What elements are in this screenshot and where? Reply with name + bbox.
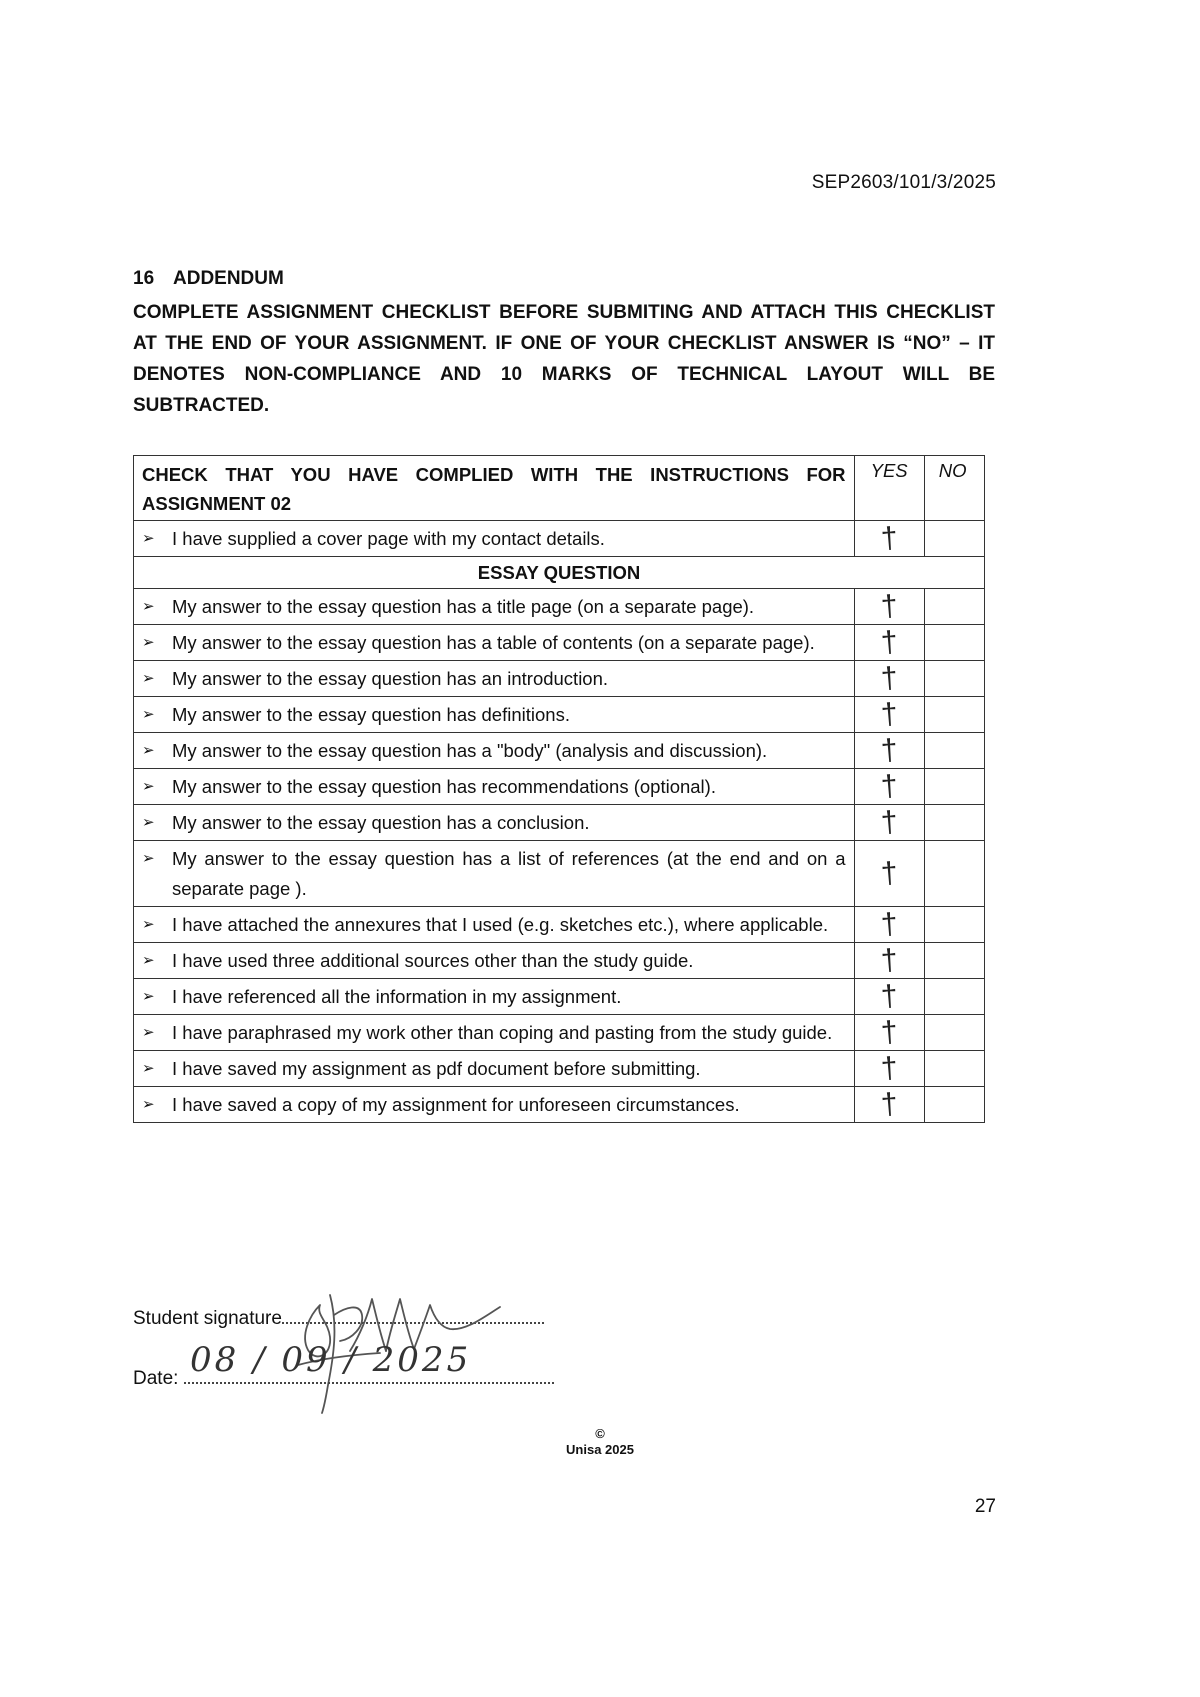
- checklist-row: [134, 841, 985, 907]
- checklist-item: [134, 521, 855, 557]
- checklist-row: [134, 907, 985, 943]
- yes-column-header: YES: [854, 456, 924, 521]
- tick-mark-icon: †: [879, 588, 899, 624]
- checklist-row: [134, 625, 985, 661]
- subheading-row: [134, 557, 985, 589]
- no-cell: [924, 697, 984, 733]
- no-cell: [924, 589, 984, 625]
- tick-mark-icon: †: [879, 732, 899, 768]
- student-signature-label: Student signature: [133, 1308, 282, 1329]
- checklist-row: [134, 589, 985, 625]
- checklist-item: [134, 697, 855, 733]
- checklist-row: [134, 733, 985, 769]
- no-cell: [924, 1051, 984, 1087]
- arrow-bullet-icon: ➢: [142, 706, 155, 723]
- tick-mark-icon: †: [879, 520, 899, 556]
- section-number: 16: [133, 268, 155, 289]
- section-title: ADDENDUM: [173, 268, 284, 289]
- checklist-instructions: COMPLETE ASSIGNMENT CHECKLIST BEFORE SUBMITING AND ATTACH THIS CHECKLIST AT THE END OF YOUR ASSIGNMENT. IF ONE OF YOUR CHECKLIST ANSWER IS “NO” – IT DENOTES NON-COMPLIANCE AND 10 MARKS OF TECHNICAL LAYOUT WILL BE SUBTRACTED.: [133, 302, 995, 416]
- checklist-item: [134, 907, 855, 943]
- tick-mark-icon: †: [879, 768, 899, 804]
- checklist-row: [134, 979, 985, 1015]
- checklist-row: [134, 521, 985, 557]
- checklist-row: [134, 769, 985, 805]
- arrow-bullet-icon: ➢: [142, 742, 155, 759]
- yes-cell: [854, 943, 924, 979]
- checklist-row: [134, 805, 985, 841]
- copyright-footer: [0, 1426, 1200, 1458]
- arrow-bullet-icon: ➢: [142, 598, 155, 615]
- handwritten-signature: [290, 1255, 550, 1415]
- page-number: 27: [974, 1496, 996, 1517]
- arrow-bullet-icon: ➢: [142, 952, 155, 969]
- checklist-item-text: My answer to the essay question has definitions.: [172, 704, 570, 725]
- tick-mark-icon: †: [879, 696, 899, 732]
- arrow-bullet-icon: ➢: [142, 1024, 155, 1041]
- yes-cell: [854, 979, 924, 1015]
- checklist-header-row: [134, 456, 985, 521]
- checklist-item-text: My answer to the essay question has a list of references (at the end and on a separate page ).: [172, 848, 846, 899]
- checklist-item: [134, 1087, 855, 1123]
- no-cell: [924, 769, 984, 805]
- yes-cell: [854, 805, 924, 841]
- arrow-bullet-icon: ➢: [142, 850, 155, 867]
- essay-question-subheading: ESSAY QUESTION: [134, 557, 985, 589]
- assignment-checklist-table: [133, 455, 985, 1123]
- no-cell: [924, 1087, 984, 1123]
- yes-cell: [854, 661, 924, 697]
- checklist-item-text: I have saved my assignment as pdf document before submitting.: [172, 1058, 701, 1079]
- yes-cell: [854, 697, 924, 733]
- checklist-item-text: My answer to the essay question has a conclusion.: [172, 812, 590, 833]
- date-label: Date:: [133, 1368, 179, 1389]
- tick-mark-icon: †: [879, 624, 899, 660]
- checklist-row: [134, 943, 985, 979]
- arrow-bullet-icon: ➢: [142, 988, 155, 1005]
- no-cell: [924, 661, 984, 697]
- checklist-item-text: I have used three additional sources other than the study guide.: [172, 950, 694, 971]
- handwritten-date: 08 / 09 / 2025: [190, 1340, 472, 1380]
- checklist-header: CHECK THAT YOU HAVE COMPLIED WITH THE INSTRUCTIONS FOR ASSIGNMENT 02: [134, 456, 855, 521]
- checklist-item-text: My answer to the essay question has a "body" (analysis and discussion).: [172, 740, 768, 761]
- checklist-item: [134, 979, 855, 1015]
- checklist-row: [134, 1015, 985, 1051]
- no-cell: [924, 625, 984, 661]
- checklist-item: [134, 769, 855, 805]
- no-cell: [924, 979, 984, 1015]
- checklist-item-text: I have supplied a cover page with my contact details.: [172, 528, 605, 549]
- tick-mark-icon: †: [879, 804, 899, 840]
- checklist-item: [134, 625, 855, 661]
- checklist-item-text: I have saved a copy of my assignment for unforeseen circumstances.: [172, 1094, 740, 1115]
- checklist-row: [134, 661, 985, 697]
- yes-cell: [854, 521, 924, 557]
- arrow-bullet-icon: ➢: [142, 778, 155, 795]
- arrow-bullet-icon: ➢: [142, 670, 155, 687]
- checklist-item: [134, 1051, 855, 1087]
- copyright-text: Unisa 2025: [566, 1442, 634, 1457]
- yes-cell: [854, 841, 924, 907]
- tick-mark-icon: †: [879, 1086, 899, 1122]
- checklist-item: [134, 589, 855, 625]
- checklist-item-text: I have attached the annexures that I used (e.g. sketches etc.), where applicable.: [172, 914, 829, 935]
- tick-mark-icon: †: [879, 855, 899, 891]
- no-cell: [924, 1015, 984, 1051]
- checklist-item: [134, 841, 855, 907]
- checklist-item-text: My answer to the essay question has recommendations (optional).: [172, 776, 716, 797]
- no-cell: [924, 907, 984, 943]
- tick-mark-icon: †: [879, 906, 899, 942]
- arrow-bullet-icon: ➢: [142, 634, 155, 651]
- yes-cell: [854, 1087, 924, 1123]
- no-cell: [924, 805, 984, 841]
- yes-cell: [854, 1051, 924, 1087]
- no-cell: [924, 841, 984, 907]
- checklist-item-text: I have referenced all the information in my assignment.: [172, 986, 622, 1007]
- arrow-bullet-icon: ➢: [142, 530, 155, 547]
- checklist-item: [134, 733, 855, 769]
- yes-cell: [854, 1015, 924, 1051]
- tick-mark-icon: †: [879, 1050, 899, 1086]
- section-heading: [133, 268, 284, 290]
- tick-mark-icon: †: [879, 660, 899, 696]
- checklist-item-text: My answer to the essay question has a table of contents (on a separate page).: [172, 632, 815, 653]
- yes-cell: [854, 625, 924, 661]
- checklist-item-text: My answer to the essay question has an introduction.: [172, 668, 609, 689]
- no-cell: [924, 733, 984, 769]
- checklist-row: [134, 1051, 985, 1087]
- checklist-item-text: I have paraphrased my work other than coping and pasting from the study guide.: [172, 1022, 833, 1043]
- document-code: SEP2603/101/3/2025: [811, 172, 996, 193]
- arrow-bullet-icon: ➢: [142, 1096, 155, 1113]
- yes-cell: [854, 589, 924, 625]
- yes-cell: [854, 907, 924, 943]
- yes-cell: [854, 733, 924, 769]
- arrow-bullet-icon: ➢: [142, 1060, 155, 1077]
- arrow-bullet-icon: ➢: [142, 916, 155, 933]
- arrow-bullet-icon: ➢: [142, 814, 155, 831]
- checklist-item-text: My answer to the essay question has a title page (on a separate page).: [172, 596, 755, 617]
- checklist-item: [134, 661, 855, 697]
- checklist-item: [134, 805, 855, 841]
- checklist-row: [134, 697, 985, 733]
- no-cell: [924, 521, 984, 557]
- checklist-row: [134, 1087, 985, 1123]
- tick-mark-icon: †: [879, 1014, 899, 1050]
- checklist-item: [134, 943, 855, 979]
- no-cell: [924, 943, 984, 979]
- checklist-item: [134, 1015, 855, 1051]
- copyright-icon: ©: [595, 1426, 605, 1441]
- tick-mark-icon: †: [879, 942, 899, 978]
- yes-cell: [854, 769, 924, 805]
- tick-mark-icon: †: [879, 978, 899, 1014]
- no-column-header: NO: [924, 456, 984, 521]
